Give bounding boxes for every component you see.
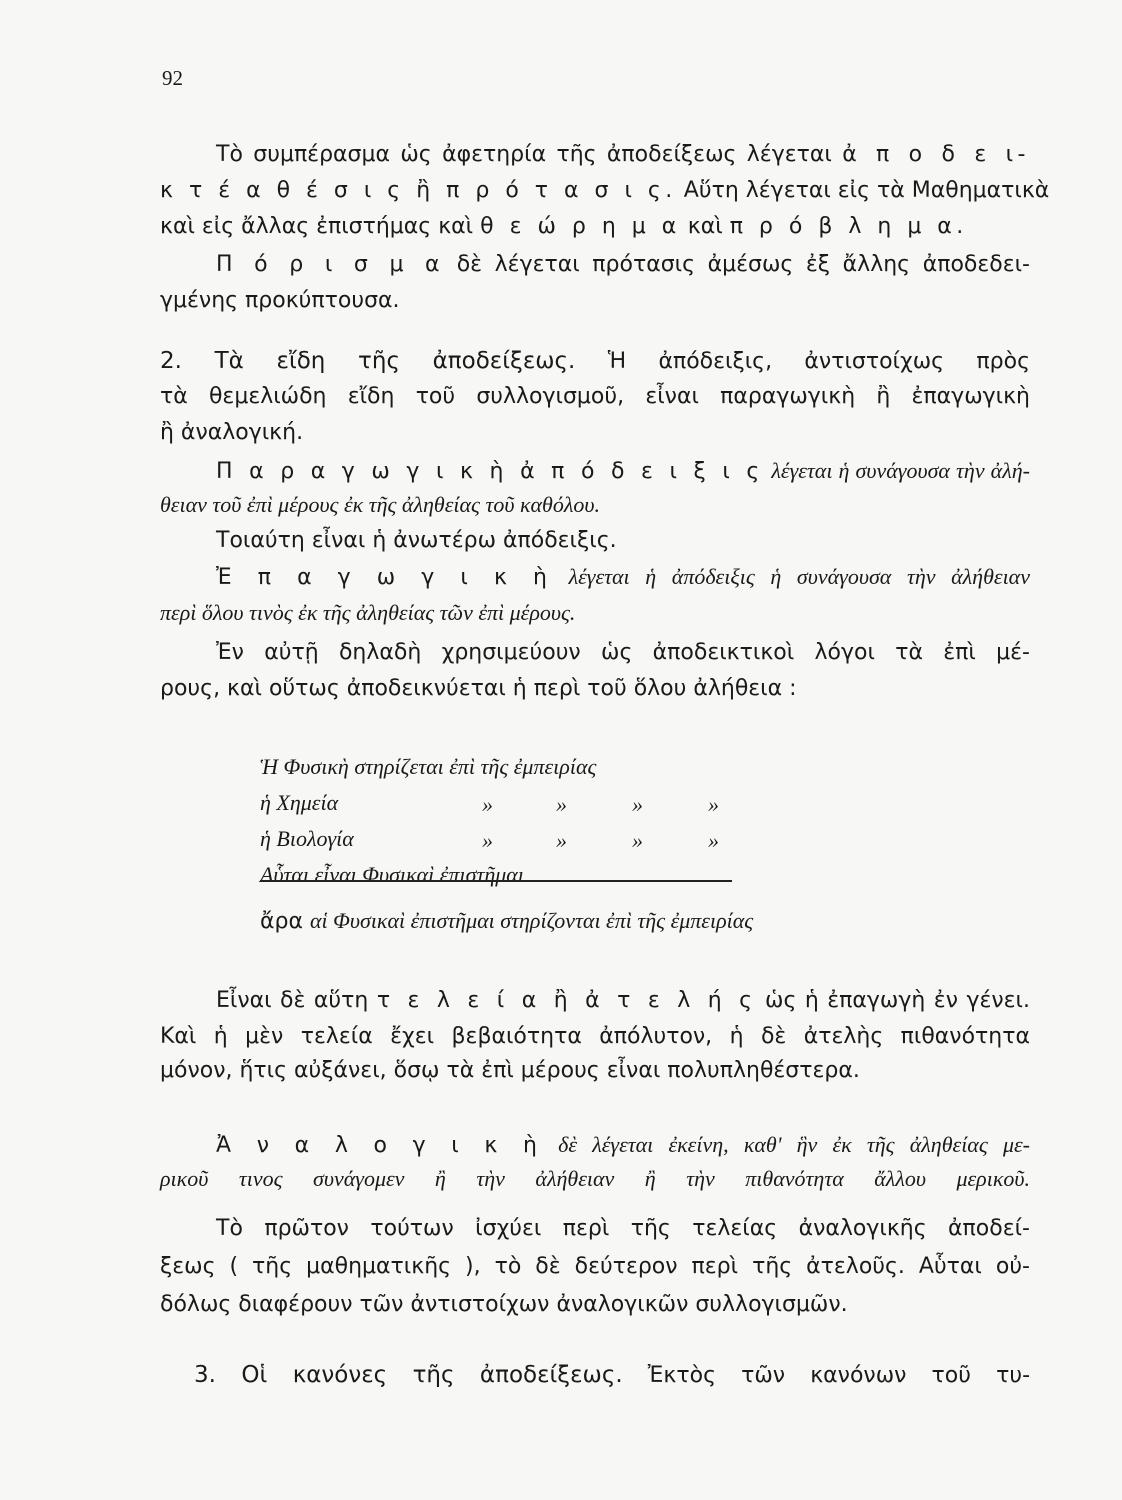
ditto-mark: » [482,792,493,817]
text-line: Ἐ π α γ ω γ ι κ ὴ λέγεται ἡ ἀπόδειξις ἡ συνάγουσα τὴν ἀλήθειαν [216,564,1030,590]
syllogism-rule [260,880,732,882]
text-line: δόλως διαφέρουν τῶν ἀντιστοίχων ἀναλογικῶν συλλογισμῶν. [160,1292,848,1317]
ditto-mark: » [556,828,567,853]
section-heading: 2. Τὰ εἴδη τῆς ἀποδείξεως. [160,348,576,374]
syllogism-premise: ἡ Χημεία [260,790,339,815]
text-line: ρικοῦ τινος συνάγομεν ἢ τὴν ἀλήθειαν ἢ τὴν πιθανότητα ἄλλου μερικοῦ. [160,1166,1030,1191]
syllogism-premise: ἡ Βιολογία [260,826,354,851]
spaced-term: π ρ ό β λ η μ α. [729,214,968,239]
text-line: Π ό ρ ι σ μ α δὲ λέγεται πρότασις ἀμέσως ἐξ ἄλλης ἀποδεδει- [216,252,1030,277]
text-line: θειαν τοῦ ἐπὶ μέρους ἐκ τῆς ἀληθείας τοῦ καθόλου. [160,492,600,517]
text-line: Καὶ ἡ μὲν τελεία ἔχει βεβαιότητα ἀπόλυτον, ἡ δὲ ἀτελὴς πιθανότητα [160,1024,1030,1049]
text-line: Εἶναι δὲ αὕτη τ ε λ ε ί α ἢ ἀ τ ε λ ή ς ὡς ἡ ἐπαγωγὴ ἐν γένει. [216,988,1030,1013]
spaced-term: Π ό ρ ι σ μ α [216,252,445,277]
ditto-mark: » [632,828,643,853]
syllogism-premise: Ἡ Φυσικὴ στηρίζεται ἐπὶ τῆς ἐμπειρίας [260,754,597,779]
spaced-term: ἀ π ο δ ε ι- [842,142,1030,167]
text-line: Τοιαύτη εἶναι ἡ ἀνωτέρω ἀπόδειξις. [216,528,617,553]
ditto-mark: » [482,828,493,853]
spaced-term: τ ε λ ε ί α ἢ ἀ τ ε λ ή ς [376,988,757,1013]
ditto-mark: » [632,792,643,817]
spaced-term: θ ε ώ ρ η μ α [480,214,681,239]
syllogism-premise: Αὗται εἶναι Φυσικαὶ ἐπιστῆμαι [260,862,524,887]
spaced-term: Ἀ ν α λ ο γ ι κ ὴ [216,1133,542,1158]
text-line: περὶ ὅλου τινὸς ἐκ τῆς ἀληθείας τῶν ἐπὶ μέρους. [160,600,576,625]
text-line: Π α ρ α γ ω γ ι κ ὴ ἀ π ό δ ε ι ξ ι ς λέγεται ἡ συνάγουσα τὴν ἀλή- [216,458,1030,484]
text-line: καὶ εἰς ἄλλας ἐπιστήμας καὶ θ ε ώ ρ η μ α καὶ π ρ ό β λ η μ α. [160,214,968,239]
text-line: ἢ ἀναλογική. [160,420,304,445]
text-line: τὰ θεμελιώδη εἴδη τοῦ συλλογισμοῦ, εἶναι παραγωγικὴ ἢ ἐπαγωγικὴ [160,384,1030,409]
text-line: γμένης προκύπτουσα. [160,288,400,313]
text-line: Τὸ συμπέρασμα ὡς ἀφετηρία τῆς ἀποδείξεως λέγεται ἀ π ο δ ε ι- [216,142,1030,167]
spaced-term: Π α ρ α γ ω γ ι κ ὴ ἀ π ό δ ε ι ξ ι ς [216,459,764,484]
text-line: κ τ έ α θ έ σ ι ς ἢ π ρ ό τ α σ ι ς. Αὕτη λέγεται εἰς τὰ Μαθηματικὰ [160,178,1050,203]
spaced-term: Ἐ π α γ ω γ ι κ ὴ [216,565,552,590]
text-line: μόνον, ἥτις αὐξάνει, ὅσῳ τὰ ἐπὶ μέρους εἶναι πολυπληθέστερα. [160,1058,860,1083]
text-line: ρους, καὶ οὕτως ἀποδεικνύεται ἡ περὶ τοῦ ὅλου ἀλήθεια : [160,676,797,701]
syllogism-conclusion: ἄρα αἱ Φυσικαὶ ἐπιστῆμαι στηρίζονται ἐπὶ τῆς ἐμπειρίας [260,908,754,934]
section-heading: 3. Οἱ κανόνες τῆς ἀποδείξεως. [194,1362,623,1388]
ditto-mark: » [556,792,567,817]
page-number: 92 [162,66,183,90]
text-line: Ἀ ν α λ ο γ ι κ ὴ δὲ λέγεται ἐκείνη, καθ' ἣν ἐκ τῆς ἀληθείας με- [216,1132,1030,1158]
text-line: ξεως ( τῆς μαθηματικῆς ), τὸ δὲ δεύτερον περὶ τῆς ἀτελοῦς. Αὗται οὐ- [160,1254,1030,1279]
ditto-mark: » [708,792,719,817]
ditto-mark: » [708,828,719,853]
spaced-term: κ τ έ α θ έ σ ι ς ἢ π ρ ό τ α σ ι ς. [160,178,677,203]
text-line: 3. Οἱ κανόνες τῆς ἀποδείξεως. Ἐκτὸς τῶν κανόνων τοῦ τυ- [194,1362,1031,1388]
text-line: 2. Τὰ εἴδη τῆς ἀποδείξεως. Ἡ ἀπόδειξις, ἀντιστοίχως πρὸς [160,348,1030,374]
text-line: Τὸ πρῶτον τούτων ἰσχύει περὶ τῆς τελείας ἀναλογικῆς ἀποδεί- [216,1216,1030,1241]
text-line: Ἐν αὐτῇ δηλαδὴ χρησιμεύουν ὡς ἀποδεικτικοὶ λόγοι τὰ ἐπὶ μέ- [216,640,1030,665]
